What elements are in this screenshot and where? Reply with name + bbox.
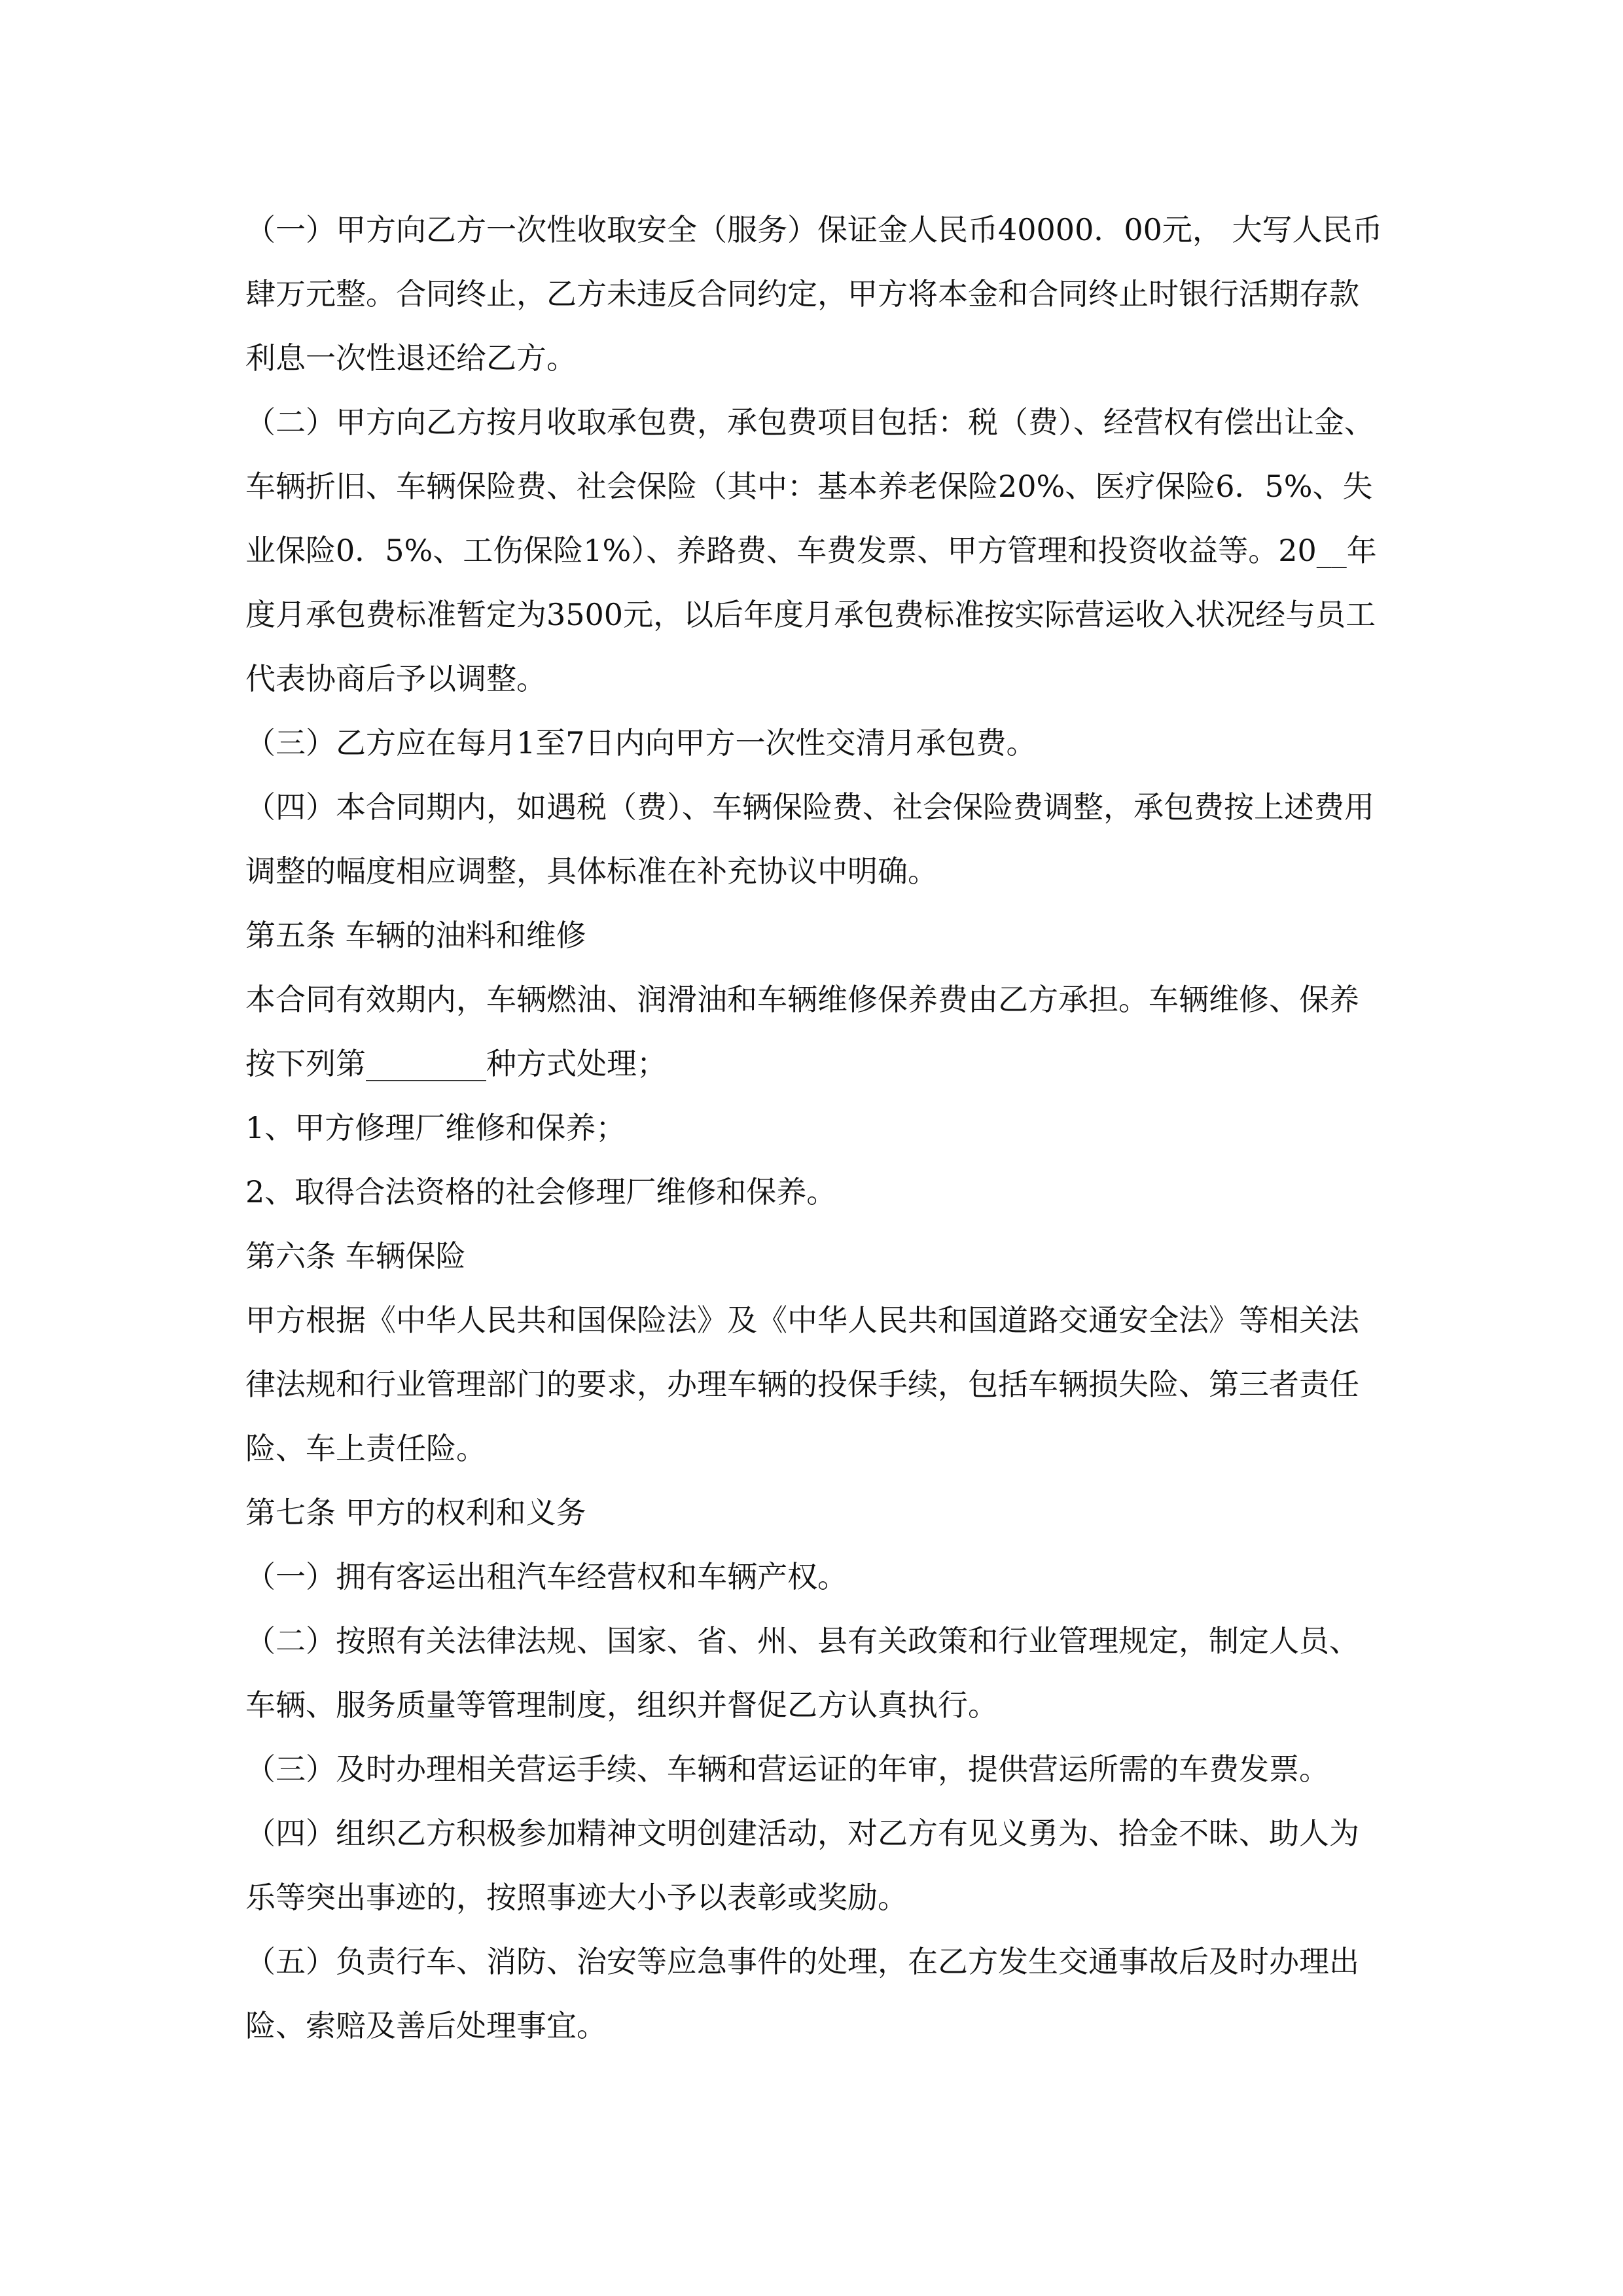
article-6-heading: 第六条 车辆保险 [245,1238,466,1274]
maintenance-option-1: 1、甲方修理厂维修和保养； [245,1110,626,1145]
paragraph-deposit: （一）甲方向乙方一次性收取安全（服务）保证金人民币40000．00元， 大写人民币肆万元整。合同终止，乙方未违反合同约定，甲方将本金和合同终止时银行活期存款利息一次性退还给乙方。 [245,212,1383,376]
paragraph-party-a-right-2: （二）按照有关法律法规、国家、省、州、县有关政策和行业管理规定，制定人员、车辆、服务质量等管理制度，组织并督促乙方认真执行。 [245,1623,1359,1723]
document-body [245,198,1387,2058]
paragraph-party-a-right-1: （一）拥有客运出租汽车经营权和车辆产权。 [245,1559,847,1594]
paragraph-fee-adjustment: （四）本合同期内，如遇税（费）、车辆保险费、社会保险费调整，承包费按上述费用调整的幅度相应调整，具体标准在补充协议中明确。 [245,789,1374,889]
paragraph-insurance: 甲方根据《中华人民共和国保险法》及《中华人民共和国道路交通安全法》等相关法律法规和行业管理部门的要求，办理车辆的投保手续，包括车辆损失险、第三者责任险、车上责任险。 [245,1302,1359,1466]
paragraph-monthly-fee: （二）甲方向乙方按月收取承包费，承包费项目包括：税（费）、经营权有偿出让金、车辆折旧、车辆保险费、社会保险（其中：基本养老保险20%、医疗保险6．5%、失业保险0．5%、工伤保险1%）、养路费、车费发票、甲方管理和投资收益等。20__年度月承包费标准暂定为3500元，以后年度月承包费标准按实际营运收入状况经与员工代表协商后予以调整。 [245,404,1377,696]
paragraph-party-a-right-5: （五）负责行车、消防、治安等应急事件的处理，在乙方发生交通事故后及时办理出险、索赔及善后处理事宜。 [245,1944,1359,2043]
paragraph-party-a-right-3: （三）及时办理相关营运手续、车辆和营运证的年审，提供营运所需的车费发票。 [245,1751,1329,1787]
maintenance-option-2: 2、取得合法资格的社会修理厂维修和保养。 [245,1174,837,1210]
paragraph-party-a-right-4: （四）组织乙方积极参加精神文明创建活动，对乙方有见义勇为、拾金不昧、助人为乐等突出事迹的，按照事迹大小予以表彰或奖励。 [245,1816,1359,1915]
article-5-heading: 第五条 车辆的油料和维修 [245,918,586,953]
paragraph-fuel-maintenance: 本合同有效期内，车辆燃油、润滑油和车辆维修保养费由乙方承担。车辆维修、保养按下列第________种方式处理； [245,982,1359,1081]
article-7-heading: 第七条 甲方的权利和义务 [245,1495,586,1530]
paragraph-payment-date: （三）乙方应在每月1至7日内向甲方一次性交清月承包费。 [245,725,1037,761]
